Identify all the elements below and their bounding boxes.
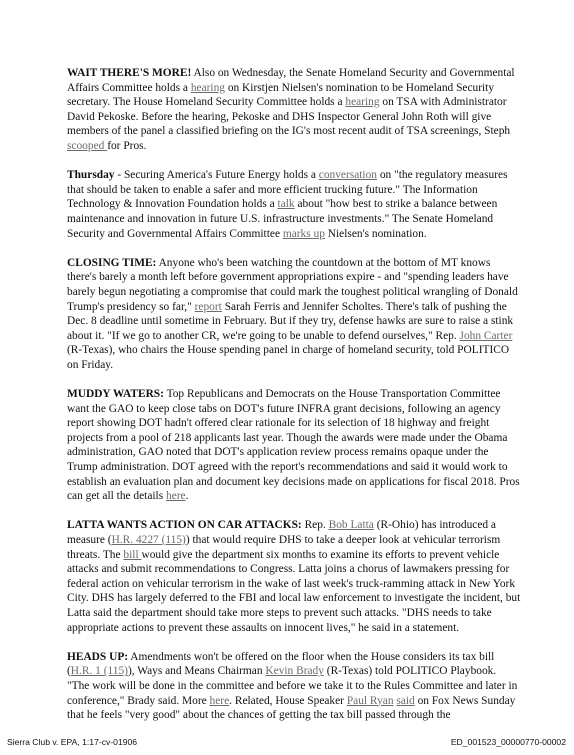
paragraph-text: on "the regulatory measures that should be taken to enable a safer and more efficient trucking future." The Information Technology & Innovation Foundation holds a — [67, 169, 508, 211]
paragraph-text: Rep. — [301, 519, 329, 532]
said-link[interactable]: said — [396, 694, 415, 707]
article-body — [67, 66, 521, 737]
paragraph-heads-up — [67, 650, 521, 723]
paragraph-text: - Securing America's Future Energy holds a — [114, 169, 319, 182]
hearing-link[interactable]: hearing — [345, 96, 380, 109]
hr-1-link[interactable]: H.R. 1 (115) — [70, 665, 128, 678]
paragraph-text: about "how best to strike a balance between maintenance and innovation in future U.S. infrastructure investments." The Senate Homeland Security and Governmental Affairs Committee — [67, 198, 498, 240]
paragraph-latta-car-attacks — [67, 518, 521, 635]
paragraph-lead: WAIT THERE'S MORE! — [67, 67, 192, 79]
paragraph-text: for Pros. — [107, 139, 147, 152]
paragraph-lead: MUDDY WATERS: — [67, 388, 164, 401]
paragraph-wait-theres-more — [67, 66, 521, 154]
paragraph-lead: Thursday — [67, 169, 115, 182]
paragraph-text: Amendments won't be offered on the floor when the House considers its tax bill ( — [67, 650, 495, 678]
paragraph-text: ) that would require DHS to take a deeper look at vehicular terrorism threats. The — [67, 534, 501, 561]
paragraph-text: Top Republicans and Democrats on the House Transportation Committee want the GAO to keep close tabs on DOT's future INFRA grant decisions, following an agency report showing DOT hadn't offered clear rationale for its selection of 18 highway and freight projects from a pool of 218 applicants last year. Though the awards were made under the Obama administration, GAO noted that DOT's application review process remains opaque under the Trump administration. DOT agreed with the report's recommendations and said it would work to establish an evaluation plan and document key decisions made on applications for fiscal 2018. Pros can get all the details — [67, 388, 520, 503]
paragraph-text: on TSA with Administrator David Pekoske. Before the hearing, Pekoske and DHS Inspector General John Roth will give members of the panel a classified briefing on the IG's most recent audit of TSA screenings, Steph — [67, 96, 511, 138]
here-link[interactable]: here — [166, 490, 186, 503]
hr-4227-link[interactable]: H.R. 4227 (115) — [111, 534, 186, 546]
here-link[interactable]: here — [209, 694, 230, 707]
paragraph-muddy-waters — [67, 387, 521, 504]
paragraph-closing-time — [67, 256, 521, 373]
talk-link[interactable]: talk — [277, 198, 295, 211]
paragraph-text: ), Ways and Means Chairman — [127, 665, 266, 678]
bill-link[interactable]: bill — [123, 548, 142, 561]
paragraph-text: on Kirstjen Nielsen's nomination to be Homeland Security secretary. The House Homeland Security Committee holds a — [67, 81, 495, 109]
paragraph-text: Also on Wednesday, the Senate Homeland Security and Governmental Affairs Committee holds a — [67, 67, 515, 94]
bates-number-footer: ED_001523_00000770-00002 — [450, 737, 566, 747]
paragraph-text: Sarah Ferris and Jennifer Scholtes. There's talk of pushing the Dec. 8 deadline until sometime in February. But if they try, defense hawks are sure to raise a stink about it. "If we go to another CR, we're going to be unable to defend ourselves," Rep. — [67, 300, 514, 342]
conversation-link[interactable]: conversation — [318, 169, 377, 182]
paragraph-lead: HEADS UP: — [67, 650, 129, 663]
report-link[interactable]: report — [194, 300, 222, 313]
john-carter-link[interactable]: John Carter — [459, 329, 513, 342]
paragraph-text: Anyone who's been watching the countdown at the bottom of MT knows there's barely a month left before government appropriations expire - and "spending leaders have barely begun negotiating a compromise that could mark the toughest political wrangling of Donald Trump's presidency so far," — [67, 256, 518, 313]
marks-up-link[interactable]: marks up — [282, 227, 325, 240]
paragraph-lead: LATTA WANTS ACTION ON CAR ATTACKS: — [67, 519, 302, 532]
paragraph-text: Nielsen's nomination. — [324, 227, 427, 240]
paragraph-text: would give the department six months to examine its efforts to prevent vehicle attacks and submit recommendations to Congress. Latta joins a chorus of lawmakers pressing for federal action on vehicular terrorism in the wake of last week's truck-ramming attack in New York City. DHS has largely deferred to the FBI and local law enforcement to investigate the incident, but Latta said the department should take more steps to prevent such attacks. "DHS needs to take appropriate actions to prevent these assaults on innocent lives," he said in a statement. — [67, 548, 521, 634]
paragraph-thursday — [67, 168, 521, 241]
paragraph-text: (R-Texas) told POLITICO Playbook. "The work will be done in the committee and before we take it to the Rules Committee and later in conference," Brady said. More — [67, 665, 518, 707]
paragraph-text: (R-Texas), who chairs the House spending panel in charge of homeland security, told POLITICO on Friday. — [67, 344, 510, 371]
paragraph-text: . — [185, 490, 189, 503]
paragraph-text: on Fox News Sunday that he feels "very good" about the chances of getting the tax bill passed through the — [67, 694, 516, 722]
kevin-brady-link[interactable]: Kevin Brady — [265, 665, 324, 678]
paragraph-text: (R-Ohio) has introduced a measure ( — [67, 519, 496, 546]
scooped-link[interactable]: scooped — [67, 139, 108, 152]
paragraph-lead: CLOSING TIME: — [67, 256, 157, 269]
hearing-link[interactable]: hearing — [190, 81, 225, 94]
paragraph-text: . Related, House Speaker — [229, 694, 347, 707]
paul-ryan-link[interactable]: Paul Ryan — [346, 694, 394, 707]
case-citation-footer: Sierra Club v. EPA, 1:17-cv-01906 — [7, 737, 138, 747]
bob-latta-link[interactable]: Bob Latta — [328, 519, 374, 532]
